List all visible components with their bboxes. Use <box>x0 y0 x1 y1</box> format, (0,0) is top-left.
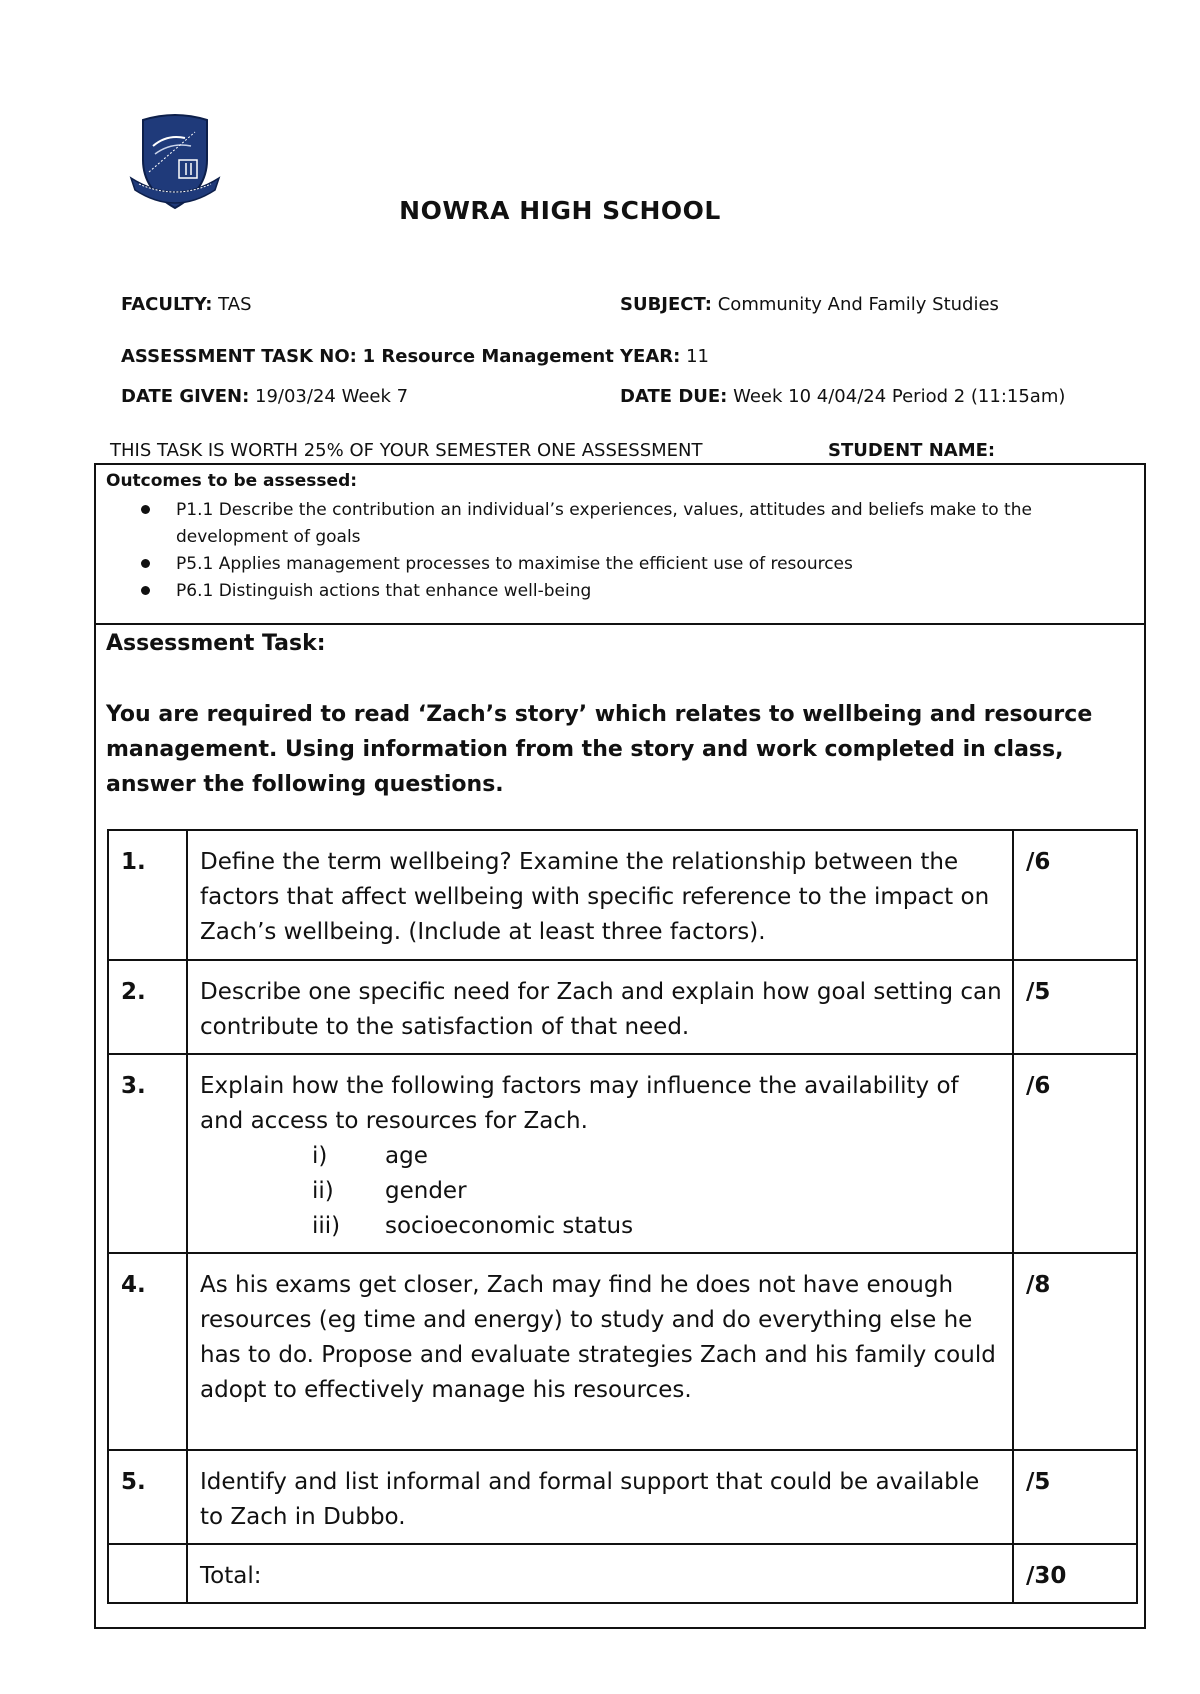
date-due-row <box>620 386 1065 407</box>
question-text-cell <box>187 1054 1013 1253</box>
question-text: Define the term wellbeing? Examine the relationship between the factors that affect wellbeing with specific reference to the impact on Zach’s wellbeing. (Include at least three factors). <box>187 830 1013 960</box>
question-text: Describe one specific need for Zach and explain how goal setting can contribute to the satisfaction of that need. <box>187 960 1013 1054</box>
date-given-row <box>121 386 408 407</box>
assessment-box <box>94 463 1146 1629</box>
sub-item: ii) gender <box>312 1178 467 1204</box>
total-mark: /30 <box>1013 1544 1137 1603</box>
subject-value: Community And Family Studies <box>717 294 999 315</box>
question-mark: /8 <box>1013 1253 1137 1450</box>
outcome-item: P1.1 Describe the contribution an individual’s experiences, values, attitudes and beliefs make to the development of goals <box>141 497 1141 551</box>
outcomes-section <box>96 465 1144 625</box>
question-text: Explain how the following factors may influence the availability of and access to resources for Zach. <box>200 1073 959 1134</box>
date-due-value: Week 10 4/04/24 Period 2 (11:15am) <box>733 386 1066 407</box>
total-label: Total: <box>187 1544 1013 1603</box>
outcomes-list <box>141 497 1141 605</box>
subject-row <box>620 294 999 315</box>
faculty-row <box>121 294 252 315</box>
table-row <box>108 1054 1137 1253</box>
assessment-task-label: Assessment Task: <box>106 631 326 656</box>
question-mark: /5 <box>1013 1450 1137 1544</box>
year-label: YEAR: <box>620 346 681 367</box>
question-text: As his exams get closer, Zach may find he does not have enough resources (eg time and energy) to study and do everything else he has to do. Propose and evaluate strategies Zach and his family could adopt to effectively manage his resources. <box>187 1253 1013 1450</box>
question-number: 2. <box>108 960 187 1054</box>
sub-item: i) age <box>312 1143 428 1169</box>
date-due-label: DATE DUE: <box>620 386 728 407</box>
assessment-task-description: You are required to read ‘Zach’s story’ which relates to wellbeing and resource management. Using information from the story and work completed in class, answer the following questions. <box>106 702 1093 797</box>
question-text: Identify and list informal and formal support that could be available to Zach in Dubbo. <box>187 1450 1013 1544</box>
year-value: 11 <box>686 346 709 367</box>
bullet-icon <box>141 559 150 568</box>
task-worth-text: THIS TASK IS WORTH 25% OF YOUR SEMESTER ONE ASSESSMENT <box>110 440 703 461</box>
question-number: 4. <box>108 1253 187 1450</box>
faculty-label: FACULTY: <box>121 294 213 315</box>
outcome-item: P6.1 Distinguish actions that enhance well-being <box>141 578 1141 605</box>
task-no-value: 1 Resource Management <box>362 346 614 367</box>
student-name-label: STUDENT NAME: <box>828 440 996 461</box>
sub-item: iii) socioeconomic status <box>312 1213 634 1239</box>
bullet-icon <box>141 586 150 595</box>
table-row <box>108 1450 1137 1544</box>
total-number-cell <box>108 1544 187 1603</box>
faculty-value: TAS <box>218 294 252 315</box>
question-number: 5. <box>108 1450 187 1544</box>
question-number: 3. <box>108 1054 187 1253</box>
year-row <box>620 346 709 367</box>
date-given-value: 19/03/24 Week 7 <box>255 386 409 407</box>
total-row <box>108 1544 1137 1603</box>
table-row <box>108 1253 1137 1450</box>
subject-label: SUBJECT: <box>620 294 712 315</box>
school-name: NOWRA HIGH SCHOOL <box>399 196 721 225</box>
outcomes-title: Outcomes to be assessed: <box>106 471 358 491</box>
bullet-icon <box>141 505 150 514</box>
task-no-row <box>121 346 614 367</box>
question-mark: /5 <box>1013 960 1137 1054</box>
questions-table <box>107 829 1138 1604</box>
table-row <box>108 960 1137 1054</box>
question-mark: /6 <box>1013 830 1137 960</box>
table-row <box>108 830 1137 960</box>
question-number: 1. <box>108 830 187 960</box>
question-mark: /6 <box>1013 1054 1137 1253</box>
task-no-label: ASSESSMENT TASK NO: <box>121 346 357 367</box>
date-given-label: DATE GIVEN: <box>121 386 250 407</box>
outcome-item: P5.1 Applies management processes to maximise the efficient use of resources <box>141 551 1141 578</box>
